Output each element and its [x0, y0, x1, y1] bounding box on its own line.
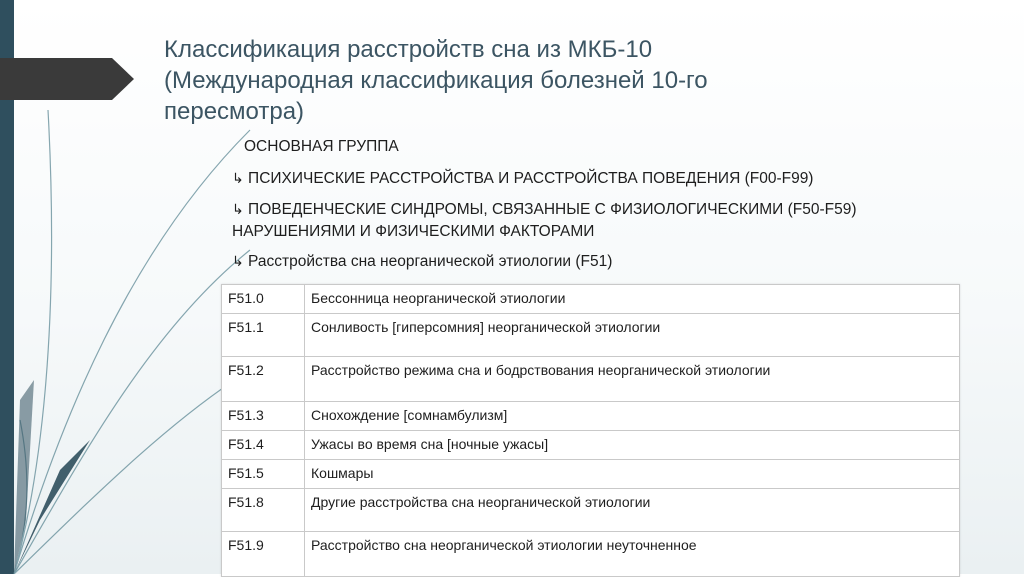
code-cell: F51.3 [222, 402, 305, 431]
code-cell: F51.9 [222, 532, 305, 577]
hierarchy-item-label: Расстройства сна неорганической этиологии (F51) [248, 253, 613, 270]
code-cell: F51.0 [222, 285, 305, 314]
name-cell: Снохождение [сомнамбулизм] [305, 402, 960, 431]
hierarchy-item-2 [232, 199, 932, 242]
table-row [222, 402, 960, 431]
code-cell: F51.8 [222, 489, 305, 532]
code-cell: F51.2 [222, 357, 305, 402]
icd-codes-table [221, 284, 960, 577]
subitem-arrow-icon: ↳ [232, 171, 244, 187]
code-cell: F51.4 [222, 431, 305, 460]
group-label: ОСНОВНАЯ ГРУППА [244, 138, 399, 155]
hierarchy-item-label: ПСИХИЧЕСКИЕ РАССТРОЙСТВА И РАССТРОЙСТВА ПОВЕДЕНИЯ (F00-F99) [248, 170, 814, 187]
table-row [222, 532, 960, 577]
subitem-arrow-icon: ↳ [232, 202, 244, 218]
subitem-arrow-icon: ↳ [232, 254, 244, 270]
code-cell: F51.1 [222, 314, 305, 357]
code-cell: F51.5 [222, 460, 305, 489]
name-cell: Расстройство сна неорганической этиологии неуточненное [305, 532, 960, 577]
table-row [222, 431, 960, 460]
table-row [222, 489, 960, 532]
table-row [222, 357, 960, 402]
name-cell: Другие расстройства сна неорганической этиологии [305, 489, 960, 532]
hierarchy-item-3 [232, 251, 612, 273]
title-arrow-tab [0, 58, 134, 100]
hierarchy-item-1 [232, 168, 813, 190]
table-row [222, 285, 960, 314]
name-cell: Сонливость [гиперсомния] неорганической этиологии [305, 314, 960, 357]
name-cell: Кошмары [305, 460, 960, 489]
table-row [222, 314, 960, 357]
hierarchy-item-label: ПОВЕДЕНЧЕСКИЕ СИНДРОМЫ, СВЯЗАННЫЕ С ФИЗИОЛОГИЧЕСКИМИ (F50-F59) НАРУШЕНИЯМИ И ФИЗИЧЕСКИМИ ФАКТОРАМИ [232, 201, 857, 240]
name-cell: Ужасы во время сна [ночные ужасы] [305, 431, 960, 460]
slide-title: Классификация расстройств сна из МКБ-10 (Международная классификация болезней 10-го пересмотра) [164, 36, 708, 125]
table-row [222, 460, 960, 489]
name-cell: Расстройство режима сна и бодрствования неорганической этиологии [305, 357, 960, 402]
name-cell: Бессонница неорганической этиологии [305, 285, 960, 314]
